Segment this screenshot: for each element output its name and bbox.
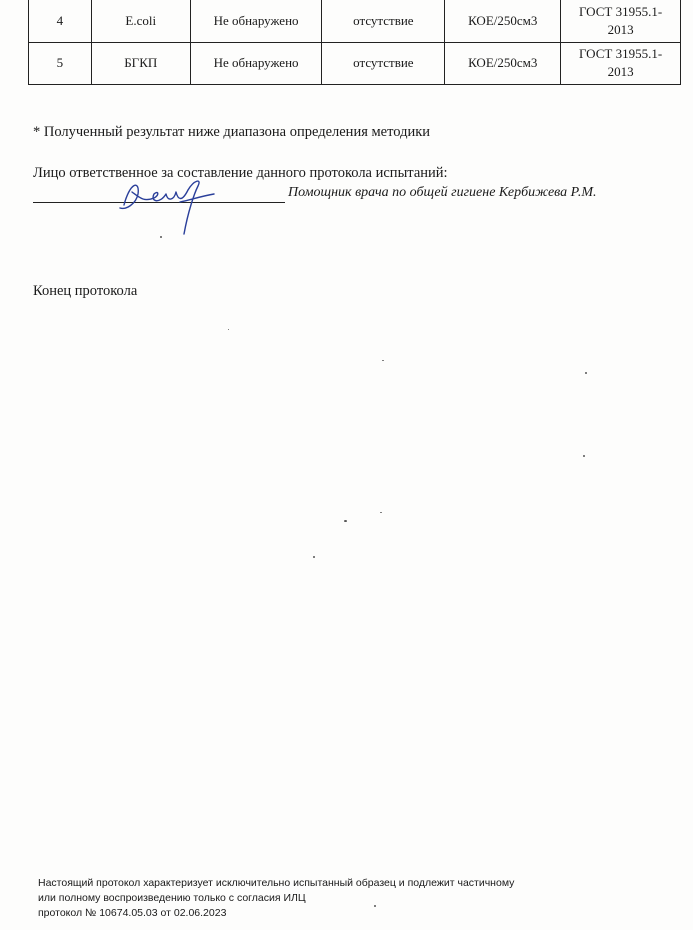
responsible-label: Лицо ответственное за составление данного протокола испытаний:: [33, 165, 448, 181]
disclaimer-line-2: или полному воспроизведению только с согласия ИЛЦ: [38, 892, 306, 904]
end-of-protocol: Конец протокола: [33, 283, 138, 299]
scan-speck: [228, 329, 229, 330]
footnote: * Полученный результат ниже диапазона определения методики: [33, 124, 431, 140]
handwritten-signature: [110, 172, 220, 242]
method-line-2: 2013: [607, 21, 634, 37]
scan-speck: [344, 520, 347, 522]
disclaimer: [38, 876, 514, 921]
method-line-1: ГОСТ 31955.1-: [578, 3, 663, 19]
unit-cell: КОЕ/250см3: [445, 0, 561, 42]
method-line-2: 2013: [607, 64, 634, 79]
signer-name: Помощник врача по общей гигиене Кербижева Р.М.: [288, 185, 597, 200]
scan-speck: [382, 360, 384, 361]
indicator-cell: E.coli: [91, 0, 190, 42]
method-line-1: ГОСТ 31955.1-: [578, 46, 663, 61]
unit-cell: КОЕ/250см3: [445, 42, 561, 84]
table-row: [29, 0, 681, 42]
disclaimer-line-1: Настоящий протокол характеризует исключительно испытанный образец и подлежит частичному: [38, 877, 515, 889]
row-number: 5: [29, 42, 92, 84]
row-number: 4: [29, 0, 92, 42]
scan-speck: [380, 512, 382, 513]
method-cell: [561, 42, 681, 84]
norm-cell: отсутствие: [322, 42, 445, 84]
scan-speck: [313, 556, 315, 558]
scan-speck: [583, 455, 585, 457]
results-table: [28, 0, 681, 85]
norm-cell: отсутствие: [322, 0, 445, 42]
scan-speck: [585, 372, 587, 374]
indicator-cell: БГКП: [91, 42, 190, 84]
protocol-number: протокол № 10674.05.03 от 02.06.2023: [38, 907, 227, 919]
result-cell: Не обнаружено: [190, 0, 322, 42]
scan-speck: [160, 236, 162, 238]
method-cell: [561, 0, 681, 42]
table-row: [29, 42, 681, 84]
result-cell: Не обнаружено: [190, 42, 322, 84]
